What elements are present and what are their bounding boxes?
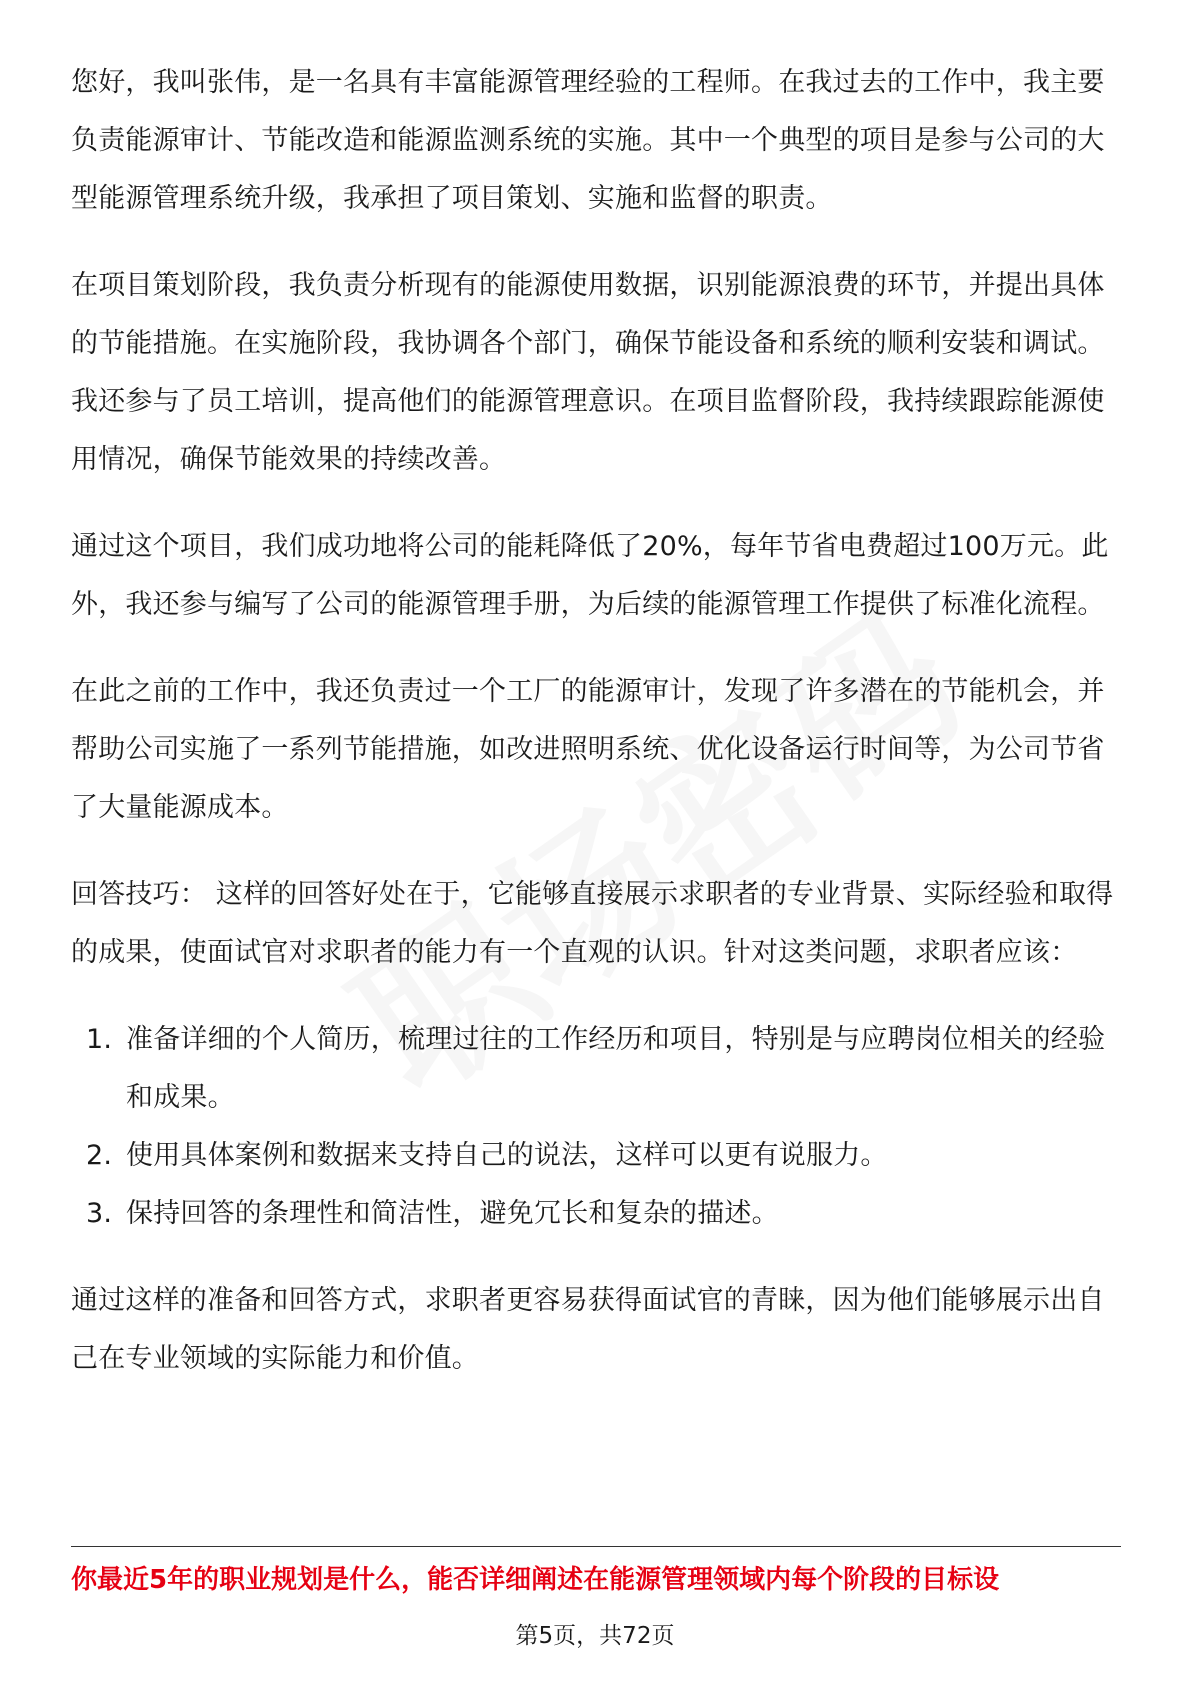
section-divider	[71, 1546, 1121, 1547]
list-item-number: 3.	[86, 1198, 113, 1229]
page-content	[71, 54, 1121, 1417]
paragraph-planning: 在项目策划阶段，我负责分析现有的能源使用数据，识别能源浪费的环节，并提出具体的节能措施。在实施阶段，我协调各个部门，确保节能设备和系统的顺利安装和调试。我还参与了员工培训，提高他们的能源管理意识。在项目监督阶段，我持续跟踪能源使用情况，确保节能效果的持续改善。	[71, 270, 1105, 475]
list-item	[71, 1185, 1121, 1243]
paragraph-prior-work: 在此之前的工作中，我还负责过一个工厂的能源审计，发现了许多潜在的节能机会，并帮助公司实施了一系列节能措施，如改进照明系统、优化设备运行时间等，为公司节省了大量能源成本。	[71, 676, 1105, 823]
paragraph-answer-tips: 回答技巧： 这样的回答好处在于，它能够直接展示求职者的专业背景、实际经验和取得的成果，使面试官对求职者的能力有一个直观的认识。针对这类问题，求职者应该：	[71, 879, 1114, 968]
paragraph-closing: 通过这样的准备和回答方式，求职者更容易获得面试官的青睐，因为他们能够展示出自己在专业领域的实际能力和价值。	[71, 1285, 1105, 1374]
list-item-number: 1.	[86, 1024, 113, 1055]
list-item	[71, 1011, 1121, 1127]
list-item-text: 准备详细的个人简历，梳理过往的工作经历和项目，特别是与应聘岗位相关的经验和成果。	[126, 1024, 1106, 1113]
next-question-heading: 你最近5年的职业规划是什么，能否详细阐述在能源管理领域内每个阶段的目标设	[71, 1565, 1000, 1595]
list-item-number: 2.	[86, 1140, 113, 1171]
page-footer: 第5页，共72页	[515, 1623, 675, 1649]
paragraph-results: 通过这个项目，我们成功地将公司的能耗降低了20%，每年节省电费超过100万元。此外，我还参与编写了公司的能源管理手册，为后续的能源管理工作提供了标准化流程。	[71, 531, 1109, 620]
paragraph-intro: 您好，我叫张伟，是一名具有丰富能源管理经验的工程师。在我过去的工作中，我主要负责能源审计、节能改造和能源监测系统的实施。其中一个典型的项目是参与公司的大型能源管理系统升级，我承担了项目策划、实施和监督的职责。	[71, 67, 1105, 214]
list-item	[71, 1127, 1121, 1185]
list-item-text: 保持回答的条理性和简洁性，避免冗长和复杂的描述。	[126, 1198, 779, 1229]
tips-list	[71, 1011, 1121, 1243]
list-item-text: 使用具体案例和数据来支持自己的说法，这样可以更有说服力。	[126, 1140, 888, 1171]
